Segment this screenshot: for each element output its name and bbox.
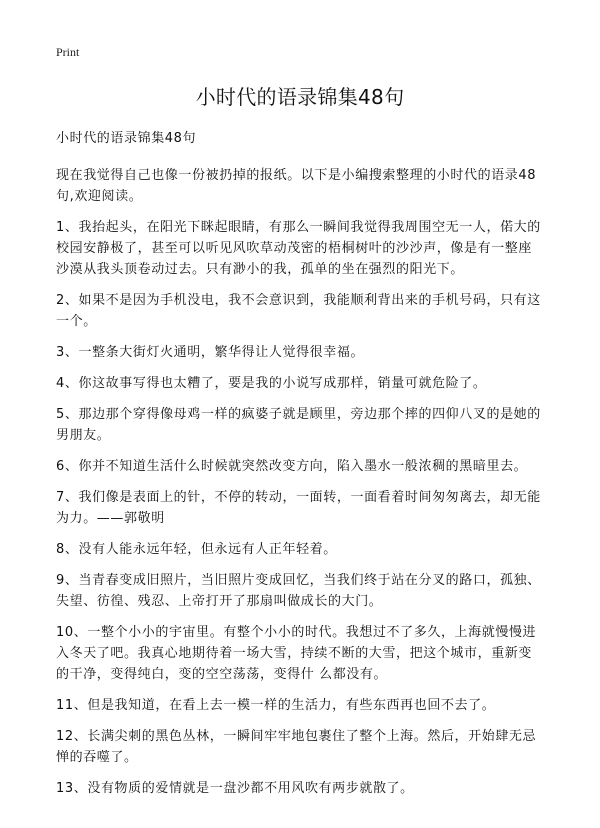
quote-paragraph: 2、如果不是因为手机没电，我不会意识到，我能顺利背出来的手机号码，只有这一个。	[56, 293, 541, 329]
page-title: 小时代的语录锦集48句	[195, 85, 405, 109]
quote-paragraph: 11、但是我知道，在看上去一模一样的生活力，有些东西再也回不去了。	[56, 698, 496, 713]
intro-paragraph: 现在我觉得自己也像一份被扔掉的报纸。以下是小编搜索整理的小时代的语录48句,欢迎阅读。	[56, 168, 537, 204]
print-label: Print	[56, 45, 80, 59]
quote-paragraph: 4、你这故事写得也太糟了，要是我的小说写成那样，销量可就危险了。	[56, 376, 487, 391]
quote-paragraph: 7、我们像是表面上的针，不停的转动，一面转，一面看着时间匆匆离去，却无能为力。——郭敬明	[56, 490, 541, 526]
quote-paragraph: 1、我抬起头，在阳光下眯起眼睛，有那么一瞬间我觉得我周围空无一人，偌大的校园安静极了，甚至可以听见风吹草动茂密的梧桐树叶的沙沙声，像是有一整座沙漠从我头顶卷动过去。只有渺小的我，孤单的坐在强烈的阳光下。	[56, 220, 541, 277]
quote-paragraph: 8、没有人能永远年轻，但永远有人正年轻着。	[56, 542, 337, 557]
quote-paragraph: 12、长满尖刺的黑色丛林，一瞬间牢牢地包裹住了整个上海。然后，开始肆无忌惮的吞噬了。	[56, 729, 537, 765]
quote-paragraph: 3、一整条大街灯火通明，繁华得让人觉得很幸福。	[56, 345, 365, 360]
quote-paragraph: 10、一整个小小的宇宙里。有整个小小的时代。我想过不了多久，上海就慢慢进入冬天了吧。我真心地期待着一场大雪，持续不断的大雪，把这个城市，重新变的干净，变得纯白，变的空空荡荡，变得什 么都没有。	[56, 625, 537, 682]
quote-paragraph: 6、你并不知道生活什么时候就突然改变方向，陷入墨水一般浓稠的黑暗里去。	[56, 459, 528, 474]
quote-paragraph: 9、当青春变成旧照片，当旧照片变成回忆，当我们终于站在分叉的路口，孤独、失望、彷徨、残忍、上帝打开了那扇叫做成长的大门。	[56, 573, 541, 609]
quote-paragraph: 13、没有物质的爱情就是一盘沙都不用风吹有两步就散了。	[56, 781, 414, 796]
document-subtitle: 小时代的语录锦集48句	[56, 131, 197, 146]
quote-paragraph: 5、那边那个穿得像母鸡一样的疯婆子就是顾里，旁边那个摔的四仰八叉的是她的男朋友。	[56, 407, 541, 443]
